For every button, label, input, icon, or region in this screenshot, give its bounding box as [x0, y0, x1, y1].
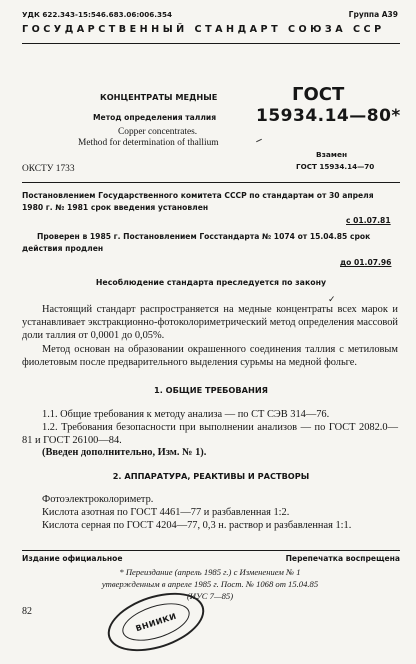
law-warning: Несоблюдение стандарта преследуется по закону [95, 278, 327, 287]
group-code: Группа А39 [348, 10, 398, 19]
list-item: Кислота азотная по ГОСТ 4461—77 и разбавленная 1:2. [42, 507, 290, 518]
extended-date: до 01.07.96 [340, 258, 392, 267]
checked-line-2: действия продлен [22, 244, 104, 253]
reprint-notice: Перепечатка воспрещена [285, 554, 400, 563]
page-number: 82 [22, 606, 32, 617]
stamp-inner-ring [118, 596, 194, 648]
standard-header-title: ГОСУДАРСТВЕННЫЙ СТАНДАРТ СОЮЗА ССР [22, 24, 385, 35]
header-rule [22, 43, 400, 44]
reissue-note-3: (ИУС 7—85) [186, 591, 234, 601]
title-en-2: Method for determination of thallium [78, 138, 219, 148]
replaces-label: Взамен [316, 150, 348, 159]
official-edition: Издание официальное [22, 554, 123, 563]
pen-mark [256, 139, 262, 142]
section-1-heading: 1. ОБЩИЕ ТРЕБОВАНИЯ [154, 385, 268, 395]
requirement-1-1: 1.1. Общие требования к методу анализа — по СТ СЭВ 314—76. [42, 409, 330, 420]
standard-title: КОНЦЕНТРАТЫ МЕДНЫЕ [100, 92, 218, 102]
effective-date: с 01.07.81 [346, 216, 391, 225]
section-2-heading: 2. АППАРАТУРА, РЕАКТИВЫ И РАСТВОРЫ [112, 471, 310, 481]
replaces-value: ГОСТ 15934.14—70 [296, 162, 375, 171]
udk-code: УДК 622.343-15:546.683.06:006.354 [22, 10, 172, 19]
okstu-code: ОКСТУ 1733 [22, 164, 75, 174]
requirement-1-2: 1.2. Требования безопасности при выполнении анализов — по ГОСТ 2082.0—81 и ГОСТ 26100—84. [22, 422, 398, 446]
checked-line-1: Проверен в 1985 г. Постановлением Госстандарта № 1074 от 15.04.85 срок [37, 232, 371, 241]
decree-line-2: 1980 г. № 1981 срок введения установлен [22, 203, 209, 212]
pen-mark: ✓ [328, 294, 336, 304]
amendment-note: (Введен дополнительно, Изм. № 1). [42, 447, 207, 458]
reissue-note-2: утвержденным в апреле 1985 г. Пост. № 1068 от 15.04.85 [101, 579, 319, 589]
list-item: Кислота серная по ГОСТ 4204—77, 0,3 н. раствор и разбавленная 1:1. [42, 520, 352, 531]
title-block-rule [22, 182, 400, 183]
reissue-note-1: * Переиздание (апрель 1985 г.) с Изменением № 1 [119, 567, 301, 577]
list-item: Фотоэлектроколориметр. [42, 494, 154, 505]
intro-paragraph-2: Метод основан на образовании окрашенного соединения таллия с метиловым фиолетовым после предварительного выделения сурьмы на медной фольге. [22, 344, 398, 368]
title-en-1: Copper concentrates. [118, 127, 198, 137]
footer-rule [22, 550, 400, 551]
standard-subtitle: Метод определения таллия [93, 113, 217, 122]
gost-number: 15934.14—80* [256, 106, 401, 126]
intro-paragraph-1: Настоящий стандарт распространяется на медные концентраты всех марок и устанавливает экстракционно-фотоколориметрический метод определения массовой доли таллия от 0,0001 до 0,05%. [22, 304, 398, 341]
gost-label: ГОСТ [292, 84, 345, 105]
decree-line-1: Постановлением Государственного комитета СССР по стандартам от 30 апреля [22, 191, 374, 200]
stamp-text: ВНИИКИ [134, 611, 178, 633]
